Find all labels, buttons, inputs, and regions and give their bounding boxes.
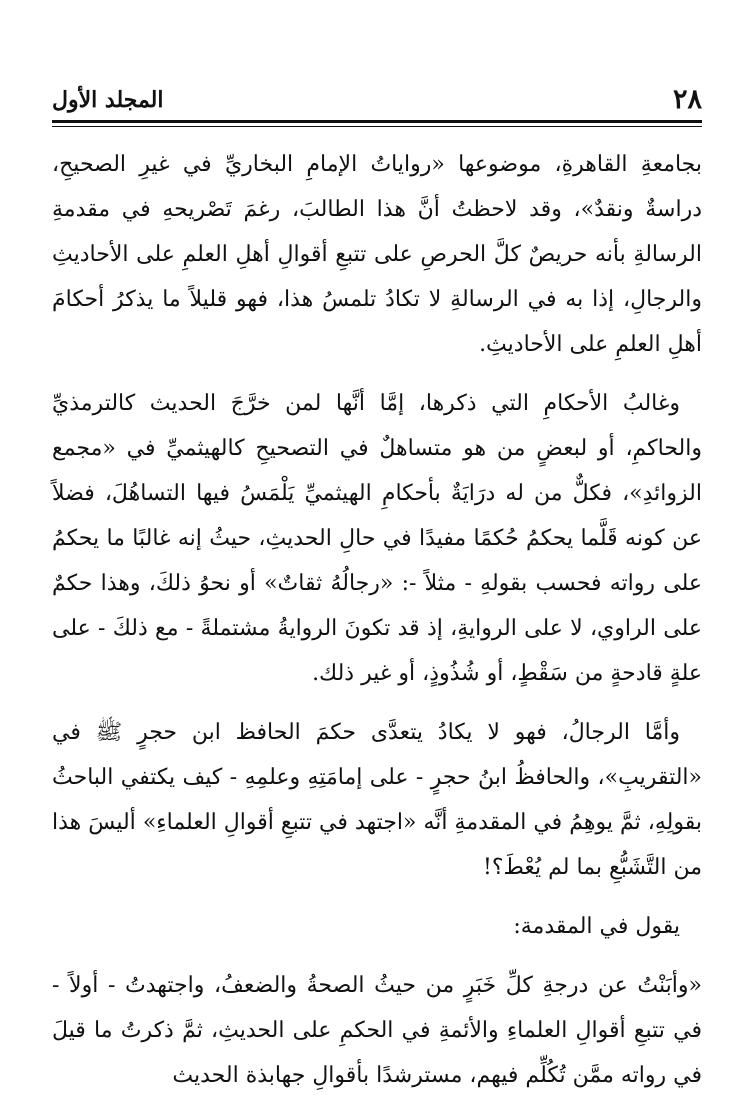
paragraph-1: بجامعةِ القاهرةِ، موضوعها «رواياتُ الإمامِ البخاريِّ في غيرِ الصحيحِ، دراسةٌ ونقدٌ»، وقد لاحظتُ أنَّ هذا الطالبَ، رغمَ تَصْريحهِ في مقدمةِ الرسالةِ بأنه حريصٌ كلَّ الحرصِ على تتبعِ أقوالِ أهلِ العلمِ على الأحاديثِ والرجالِ، إذا به في الرسالةِ لا تكادُ تلمسُ هذا، فهو قليلاً ما يذكرُ أحكامَ أهلِ العلمِ على الأحاديثِ. xyxy=(52,152,702,357)
paragraph-5-quote: «وأبَنْتُ عن درجةِ كلِّ خَبَرٍ من حيثُ الصحةُ والضعفُ، واجتهدتُ - أولاً - في تتبعِ أقوالِ العلماءِ والأئمةِ في الحكمِ على الحديثِ، ثمَّ ذكرتُ ما قيلَ في رواته ممَّن تُكُلِّم فيهم، مسترشدًا بأقوالِ جهابذة الحديث xyxy=(52,973,702,1088)
paragraph-4: يقول في المقدمة: xyxy=(513,914,680,939)
paragraph-3: وأمَّا الرجالُ، فهو لا يكادُ يتعدَّى حكمَ الحافظ ابن حجرٍ ﷺ في «التقريبِ»، والحافظُ ابنُ حجرٍ - على إمامَتِهِ وعلمِهِ - كيف يكتفي الباحثُ بقولِهِ، ثمَّ يوهِمُ في المقدمةِ أنَّه «اجتهد في تتبعِ أقوالِ العلماءِ» أليسَ هذا من التَّشَبُّعِ بما لم يُعْطَ؟! xyxy=(52,720,702,880)
header-rule-thin xyxy=(52,126,702,127)
body-text xyxy=(52,142,702,1112)
page-header xyxy=(52,78,702,118)
volume-title: المجلد الأول xyxy=(52,87,164,113)
header-rule-thick xyxy=(52,120,702,123)
page-number: ٢٨ xyxy=(672,84,702,115)
paragraph-2: وغالبُ الأحكامِ التي ذكرها، إمَّا أنَّها لمن خرَّجَ الحديث كالترمذيِّ والحاكمِ، أو لبعضٍ من هو متساهلٌ في التصحيحِ كالهيثميِّ في «مجمع الزوائدِ»، فكلٌّ من له درَايَةٌ بأحكامِ الهيثميِّ يَلْمَسُ فيها التساهُلَ، فضلاً عن كونه قَلَّما يحكمُ حُكمًا مفيدًا في حالِ الحديثِ، حيثُ إنه غالبًا ما يحكمُ على رواته فحسب بقولهِ - مثلاً -: «رجالُهُ ثقاتٌ» أو نحوُ ذلكَ، وهذا حكمٌ على الراوي، لا على الروايةِ، إذ قد تكونَ الروايةُ مشتملةً - مع ذلكَ - على علةٍ قادحةٍ من سَقْطٍ، أو شُذُوذٍ، أو غير ذلك. xyxy=(52,391,702,686)
